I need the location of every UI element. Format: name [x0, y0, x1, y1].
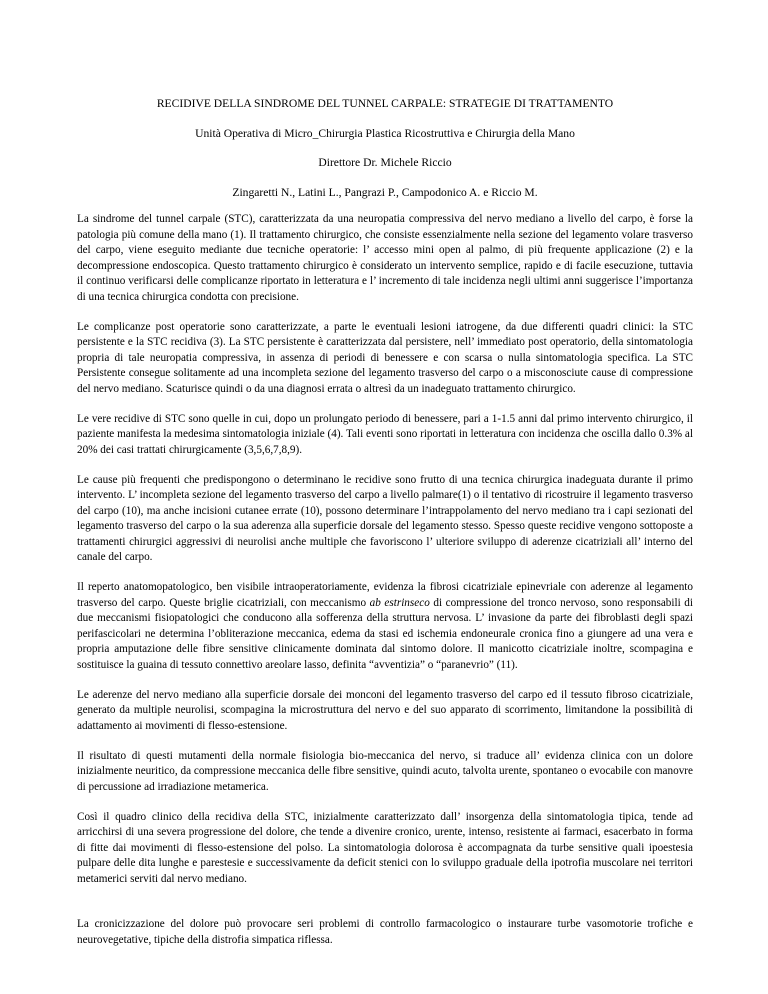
pathology-text-start: Il reperto anatomopatologico, ben visibile intraoperatoriamente, evidenza la fibrosi cicatriziale epinevriale con aderenze al legamento trasverso del carpo. Queste briglie cicatriziali, con meccanismo — [77, 581, 693, 609]
paragraph-intro: La sindrome del tunnel carpale (STC), caratterizzata da una neuropatia compressiva del nervo mediano a livello del carpo, è forse la patologia più comune della mano (1). Il trattamento chirurgico, che consiste essenzialmente nella sezione del legamento volare trasverso del carpo, viene eseguito mediante due tecniche operatorie: l’ accesso mini open al palmo, di più frequente applicazione (2) e la decompressione endoscopica. Questo trattamento chirurgico è considerato un intervento semplice, rapido e di facile esecuzione, tuttavia il continuo verificarsi delle complicanze riportato in letteratura e l’ incremento di tale incidenza negli ultimi anni suggerisce l’importanza di una tecnica chirurgica condotta con precisione. — [77, 213, 693, 303]
paragraph-chronic-pain: La cronicizzazione del dolore può provocare seri problemi di controllo farmacologico o instaurare turbe vasomotorie trofiche e neurovegetative, tipiche della distrofia simpatica riflessa. — [77, 918, 693, 946]
paragraph-complications: Le complicanze post operatorie sono caratterizzate, a parte le eventuali lesioni iatrogene, da due differenti quadri clinici: la STC persistente e la STC recidiva (3). La STC persistente è caratterizzata dal persistere, nell’ immediato post operatorio, della sintomatologia propria di tale neuropatia compressiva, in assenza di periodi di benessere e con scarsa o nulla sintomatologia specifica. La STC Persistente consegue solitamente ad una incompleta sezione del legamento trasverso del carpo o a misconosciute cause di compressione del nervo mediano. Scaturisce quindi o da una diagnosi errata o altresì da un inadeguato trattamento chirurgico. — [77, 320, 693, 395]
paragraph-clinical-picture: Così il quadro clinico della recidiva della STC, inizialmente caratterizzato dall’ insorgenza della sintomatologia tipica, tende ad arricchirsi di una severa progressione del dolore, che tende a divenire cronico, urente, intenso, resistente ai farmaci, esacerbato in forma di fitte dai movimenti di flesso-estensione del polso. La sintomatologia dolorosa è accompagnata da turbe sensitive quali ipoestesia pulpare delle dita lunghe e parestesie e successivamente da deficit stenici con lo sviluppo graduale della ipotrofia muscolare nei territori metamerici serviti dal nervo mediano. — [77, 810, 693, 885]
paragraph-true-recurrences: Le vere recidive di STC sono quelle in cui, dopo un prolungato periodo di benessere, pari a 1-1.5 anni dal primo intervento chirurgico, il paziente manifesta la medesima sintomatologia iniziale (4). Tali eventi sono riportati in letteratura con incidenza che oscilla dallo 0.3% al 20% dei casi trattati chirurgicamente (3,5,6,7,8,9). — [77, 412, 693, 456]
director-line: Direttore Dr. Michele Riccio — [318, 156, 452, 169]
document-body — [77, 212, 693, 963]
department-line: Unità Operativa di Micro_Chirurgia Plastica Ricostruttiva e Chirurgia della Mano — [195, 127, 575, 140]
paragraph-adhesions: Le aderenze del nervo mediano alla superficie dorsale dei monconi del legamento trasverso del carpo ed il tessuto fibroso cicatriziale, generato da multiple neurolisi, scompagina la microstruttura del nervo e del suo apparato di scorrimento, limitandone la possibilità di adattamento ai movimenti di flesso-estensione. — [77, 688, 693, 732]
paragraph-biomechanics: Il risultato di questi mutamenti della normale fisiologia bio-meccanica del nervo, si traduce all’ evidenza clinica con un dolore inizialmente neuritico, da compressione meccanica delle fibre sensitive, quindi acuto, talvolta urente, spontaneo o evocabile con manovre di percussione ad irradiazione metamerica. — [77, 749, 693, 793]
paragraph-causes: Le cause più frequenti che predispongono o determinano le recidive sono frutto di una tecnica chirurgica inadeguata durante il primo intervento. L’ incompleta sezione del legamento trasverso del carpo a livello palmare(1) o il tentativo di ricostruire il legamento trasverso del carpo (10), ma anche incisioni cutanee errate (10), possono determinare l’intrappolamento del nervo mediano tra i capi sezionati del legamento trasverso del carpo o la sua aderenza alla superficie dorsale del legamento stesso. Spesso queste recidive vengono sottoposte a trattamenti chirurgici aggressivi di neurolisi anche multiple che favoriscono l’ ulteriore sviluppo di aderenze cicatriziali all’ interno del canale del carpo. — [77, 473, 693, 563]
document-title: RECIDIVE DELLA SINDROME DEL TUNNEL CARPALE: STRATEGIE DI TRATTAMENTO — [156, 97, 614, 110]
authors-line: Zingaretti N., Latini L., Pangrazi P., Campodonico A. e Riccio M. — [232, 186, 538, 199]
paragraph-pathology — [77, 580, 693, 673]
pathology-text-end: di compressione del tronco nervoso, sono responsabili di due meccanismi fisiopatologici che conducono alla sofferenza della struttura nervosa. L’ invasione da parte dei fibroblasti degli spazi perifascicolari ne determina l’obliterazione meccanica, edema da stasi ed ischemia endoneurale cronica fino a giungere ad una vera e propria amputazione delle fibre sensitive clinicamente dominata dal sintomo dolore. Il manicotto cicatriziale inoltre, scompagina e sostituisce la guaina di tessuto connettivo areolare lasso, definita “avventizia” o “paranevrio” (11). — [77, 596, 693, 671]
pathology-italic-term: ab estrinseco — [369, 596, 430, 609]
